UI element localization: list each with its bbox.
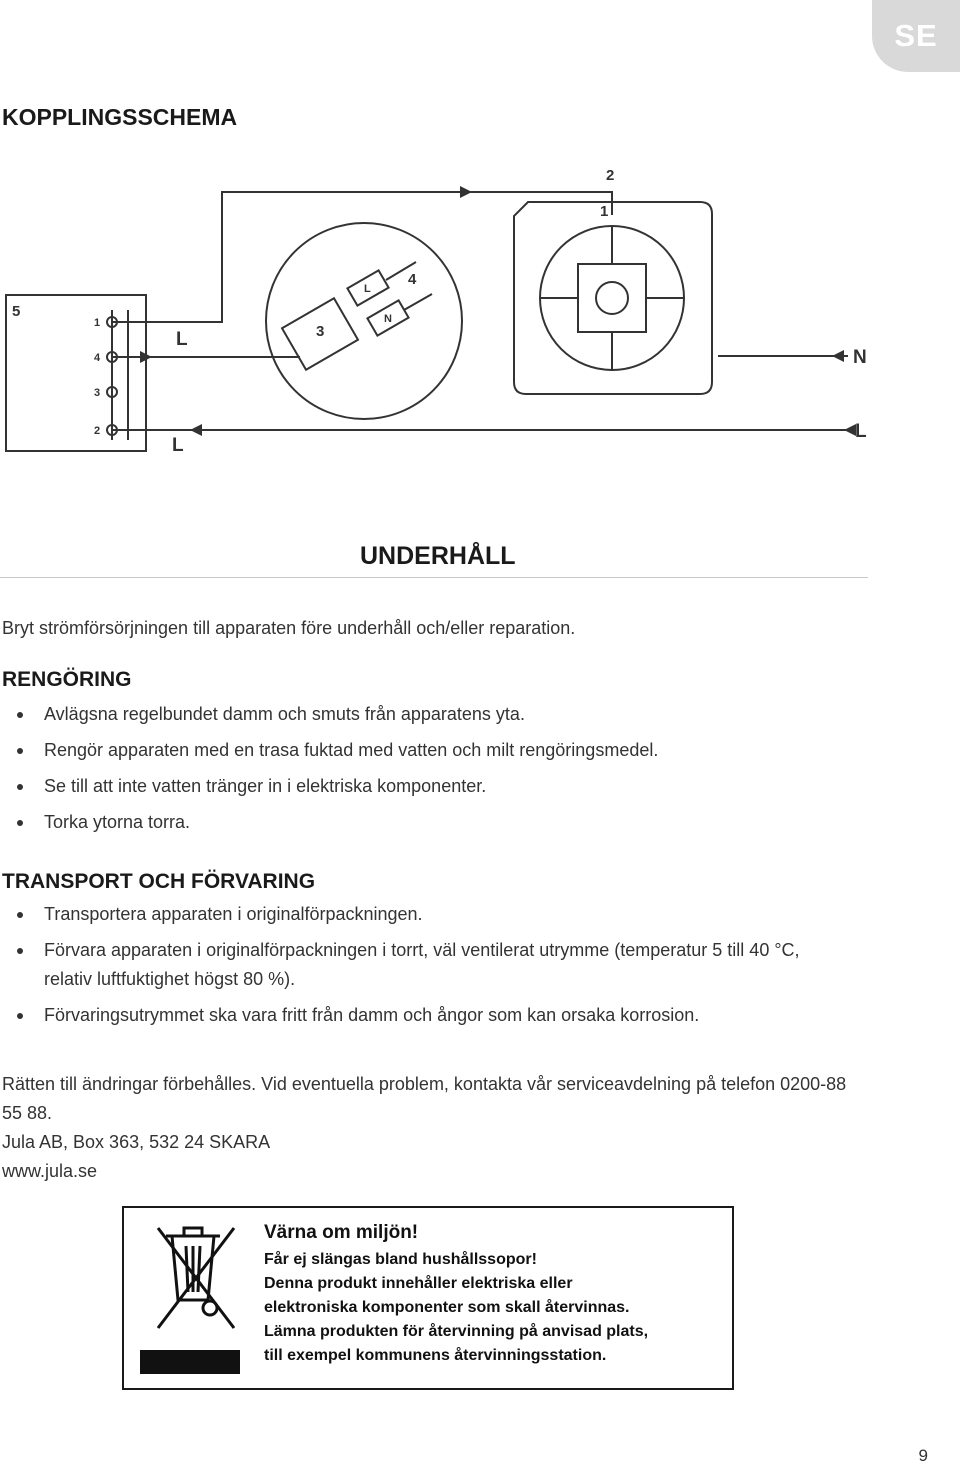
switch-terminal-2: 2 bbox=[94, 425, 101, 437]
contact-block bbox=[2, 1070, 862, 1186]
weee-line: Denna produkt innehåller elektriska eller bbox=[264, 1275, 573, 1292]
label-l-bottom: L bbox=[172, 435, 184, 456]
label-n-right: N bbox=[853, 347, 867, 368]
label-2: 2 bbox=[606, 167, 615, 184]
label-l-top: L bbox=[176, 329, 188, 350]
contact-address: Jula AB, Box 363, 532 24 SKARA bbox=[2, 1132, 271, 1152]
cleaning-list bbox=[0, 700, 860, 844]
page-number: 9 bbox=[918, 1446, 928, 1465]
fan-center bbox=[578, 264, 646, 332]
language-tab bbox=[872, 0, 960, 72]
divider bbox=[0, 577, 868, 578]
list-item: Transportera apparaten i originalförpackningen. bbox=[0, 900, 820, 929]
maintenance-heading: UNDERHÅLL bbox=[360, 542, 516, 570]
box-label-l: L bbox=[364, 283, 371, 295]
list-item: Torka ytorna torra. bbox=[0, 808, 860, 837]
list-item: Förvaringsutrymmet ska vara fritt från damm och ångor som kan orsaka korrosion. bbox=[0, 1001, 820, 1030]
label-3: 3 bbox=[316, 323, 325, 340]
crossed-bin-icon bbox=[138, 1216, 248, 1380]
language-code: SE bbox=[894, 18, 938, 53]
box-label-n: N bbox=[384, 313, 392, 325]
label-4: 4 bbox=[408, 271, 417, 288]
contact-website[interactable]: www.jula.se bbox=[2, 1161, 98, 1181]
wiring-diagram bbox=[0, 160, 900, 460]
weee-text bbox=[264, 1222, 648, 1368]
intro-text: Bryt strömförsörjningen till apparaten före underhåll och/eller reparation. bbox=[2, 618, 576, 638]
weee-line: Lämna produkten för återvinning på anvisad plats, bbox=[264, 1323, 649, 1340]
transport-list bbox=[0, 900, 820, 1037]
label-5: 5 bbox=[12, 303, 21, 320]
weee-notice bbox=[122, 1206, 734, 1390]
weee-line: Får ej slängas bland hushållssopor! bbox=[264, 1251, 537, 1268]
label-1: 1 bbox=[600, 203, 609, 220]
transport-heading: TRANSPORT OCH FÖRVARING bbox=[2, 870, 316, 893]
list-item: Se till att inte vatten tränger in i elektriska komponenter. bbox=[0, 772, 860, 801]
weee-title: Värna om miljön! bbox=[264, 1222, 419, 1243]
fan-hub bbox=[596, 282, 628, 314]
list-item: Rengör apparaten med en trasa fuktad med vatten och milt rengöringsmedel. bbox=[0, 736, 860, 765]
switch-terminal-1: 1 bbox=[94, 317, 101, 329]
weee-line: elektroniska komponenter som skall återvinnas. bbox=[264, 1299, 630, 1316]
wiring-heading: KOPPLINGSSCHEMA bbox=[2, 104, 238, 130]
label-l-right: L bbox=[855, 421, 867, 442]
contact-line: Rätten till ändringar förbehålles. Vid eventuella problem, kontakta vår serviceavdelning på telefon 0200-88 55 88. bbox=[2, 1074, 847, 1123]
cleaning-heading: RENGÖRING bbox=[2, 668, 132, 691]
list-item: Förvara apparaten i originalförpackningen i torrt, väl ventilerat utrymme (temperatur 5 till 40 °C, relativ luftfuktighet högst 80 %). bbox=[0, 936, 820, 994]
switch-terminal-4: 4 bbox=[94, 352, 101, 364]
weee-line: till exempel kommunens återvinningsstation. bbox=[264, 1347, 607, 1364]
switch-terminal-3: 3 bbox=[94, 387, 101, 399]
list-item: Avlägsna regelbundet damm och smuts från apparatens yta. bbox=[0, 700, 860, 729]
switch-box bbox=[6, 295, 146, 451]
